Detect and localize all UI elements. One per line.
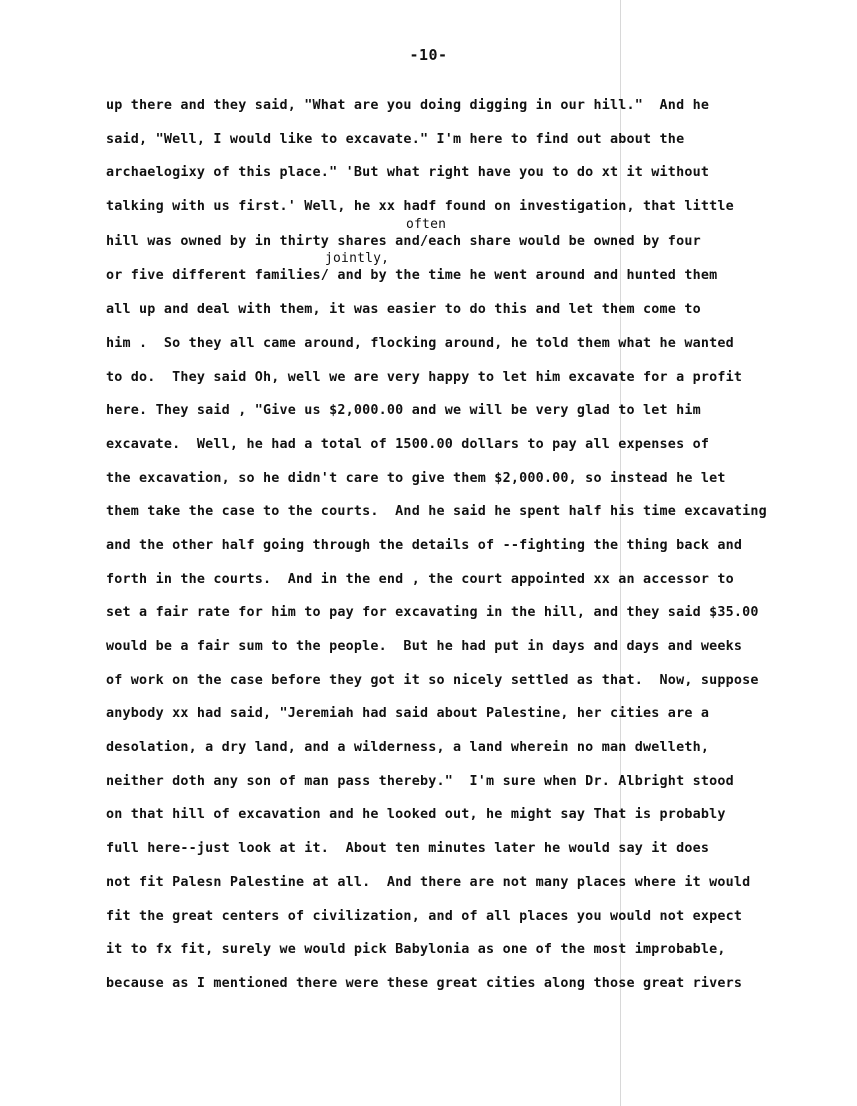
interlinear-insertion: jointly,: [325, 251, 390, 267]
text-line: hill was owned by in thirty shares and/each share would be owned by four: [106, 233, 701, 249]
text-line: would be a fair sum to the people. But he had put in days and days and weeks: [106, 639, 743, 654]
text-line: him . So they all came around, flocking around, he told them what he wanted: [106, 335, 734, 351]
text-line: talking with us first.' Well, he xx hadf found on investigation, that little: [106, 199, 734, 215]
text-line: anybody xx had said, "Jeremiah had said about Palestine, her cities are a: [106, 706, 710, 722]
text-line: not fit Palesn Palestine at all. And there are not many places where it would: [106, 874, 751, 890]
text-line: or five different families/ and by the time he went around and hunted them: [106, 268, 718, 284]
text-line: the excavation, so he didn't care to give them $2,000.00, so instead he let: [106, 470, 726, 486]
text-line: fit the great centers of civilization, and of all places you would not expect: [106, 908, 743, 924]
text-line: them take the case to the courts. And he said he spent half his time excavating: [106, 504, 767, 520]
text-line: desolation, a dry land, and a wilderness, a land wherein no man dwelleth,: [106, 740, 710, 756]
text-line: and the other half going through the details of --fighting the thing back and: [106, 537, 743, 553]
page-number: -10-: [409, 46, 448, 64]
interlinear-insertion: often: [406, 216, 447, 232]
text-line: excavate. Well, he had a total of 1500.00 dollars to pay all expenses of: [106, 436, 710, 452]
text-line: archaelogixy of this place." 'But what right have you to do xt it without: [106, 165, 710, 181]
text-line: neither doth any son of man pass thereby." I'm sure when Dr. Albright stood: [106, 773, 734, 789]
text-line: set a fair rate for him to pay for excavating in the hill, and they said $35.00: [106, 605, 759, 621]
text-line: forth in the courts. And in the end , the court appointed xx an accessor to: [106, 571, 734, 587]
text-line: to do. They said Oh, well we are very happy to let him excavate for a profit: [106, 369, 743, 385]
transcript-body: [106, 96, 826, 1008]
text-line: on that hill of excavation and he looked out, he might say That is probably: [106, 807, 726, 823]
text-line: full here--just look at it. About ten minutes later he would say it does: [106, 841, 710, 857]
text-line: because as I mentioned there were these great cities along those great rivers: [106, 975, 743, 991]
text-line: of work on the case before they got it so nicely settled as that. Now, suppose: [106, 672, 759, 688]
text-line: here. They said , "Give us $2,000.00 and we will be very glad to let him: [106, 403, 701, 419]
text-line: up there and they said, "What are you doing digging in our hill." And he: [106, 98, 710, 113]
text-line: said, "Well, I would like to excavate." I'm here to find out about the: [106, 131, 685, 147]
text-line: all up and deal with them, it was easier to do this and let them come to: [106, 302, 701, 318]
text-line: it to fx fit, surely we would pick Babylonia as one of the most improbable,: [106, 942, 726, 958]
